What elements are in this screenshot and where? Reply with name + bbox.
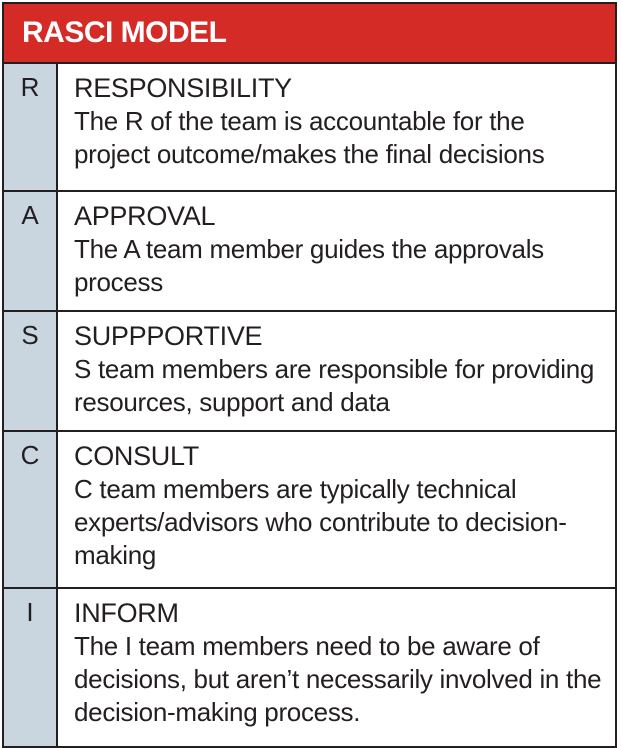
row-content [58,312,615,430]
row-letter: I [4,589,58,746]
row-term: CONSULT [74,441,199,471]
row-content [58,192,615,310]
table-row-responsibility [4,64,615,192]
row-term: RESPONSIBILITY [74,73,292,103]
row-letter: C [4,432,58,587]
rasci-model-table [2,2,617,748]
row-description: The R of the team is accountable for the project outcome/makes the final decisions [74,106,545,169]
table-row-inform [4,589,615,746]
row-letter: S [4,312,58,430]
row-term: INFORM [74,598,179,628]
row-content [58,432,615,587]
row-description: The I team members need to be aware of decisions, but aren’t necessarily involved in the decision-making process. [74,631,602,727]
table-header [4,4,615,64]
table-row-consult [4,432,615,589]
row-description: S team members are responsible for providing resources, support and data [74,354,595,417]
row-description: C team members are typically technical experts/advisors who contribute to decision-making [74,474,567,570]
table-title: RASCI MODEL [22,16,227,49]
row-description: The A team member guides the approvals process [74,234,544,297]
table-row-approval [4,192,615,312]
row-letter: R [4,64,58,190]
row-content [58,64,615,190]
row-letter: A [4,192,58,310]
row-content [58,589,615,746]
row-term: SUPPPORTIVE [74,321,263,351]
row-term: APPROVAL [74,201,216,231]
table-row-supportive [4,312,615,432]
